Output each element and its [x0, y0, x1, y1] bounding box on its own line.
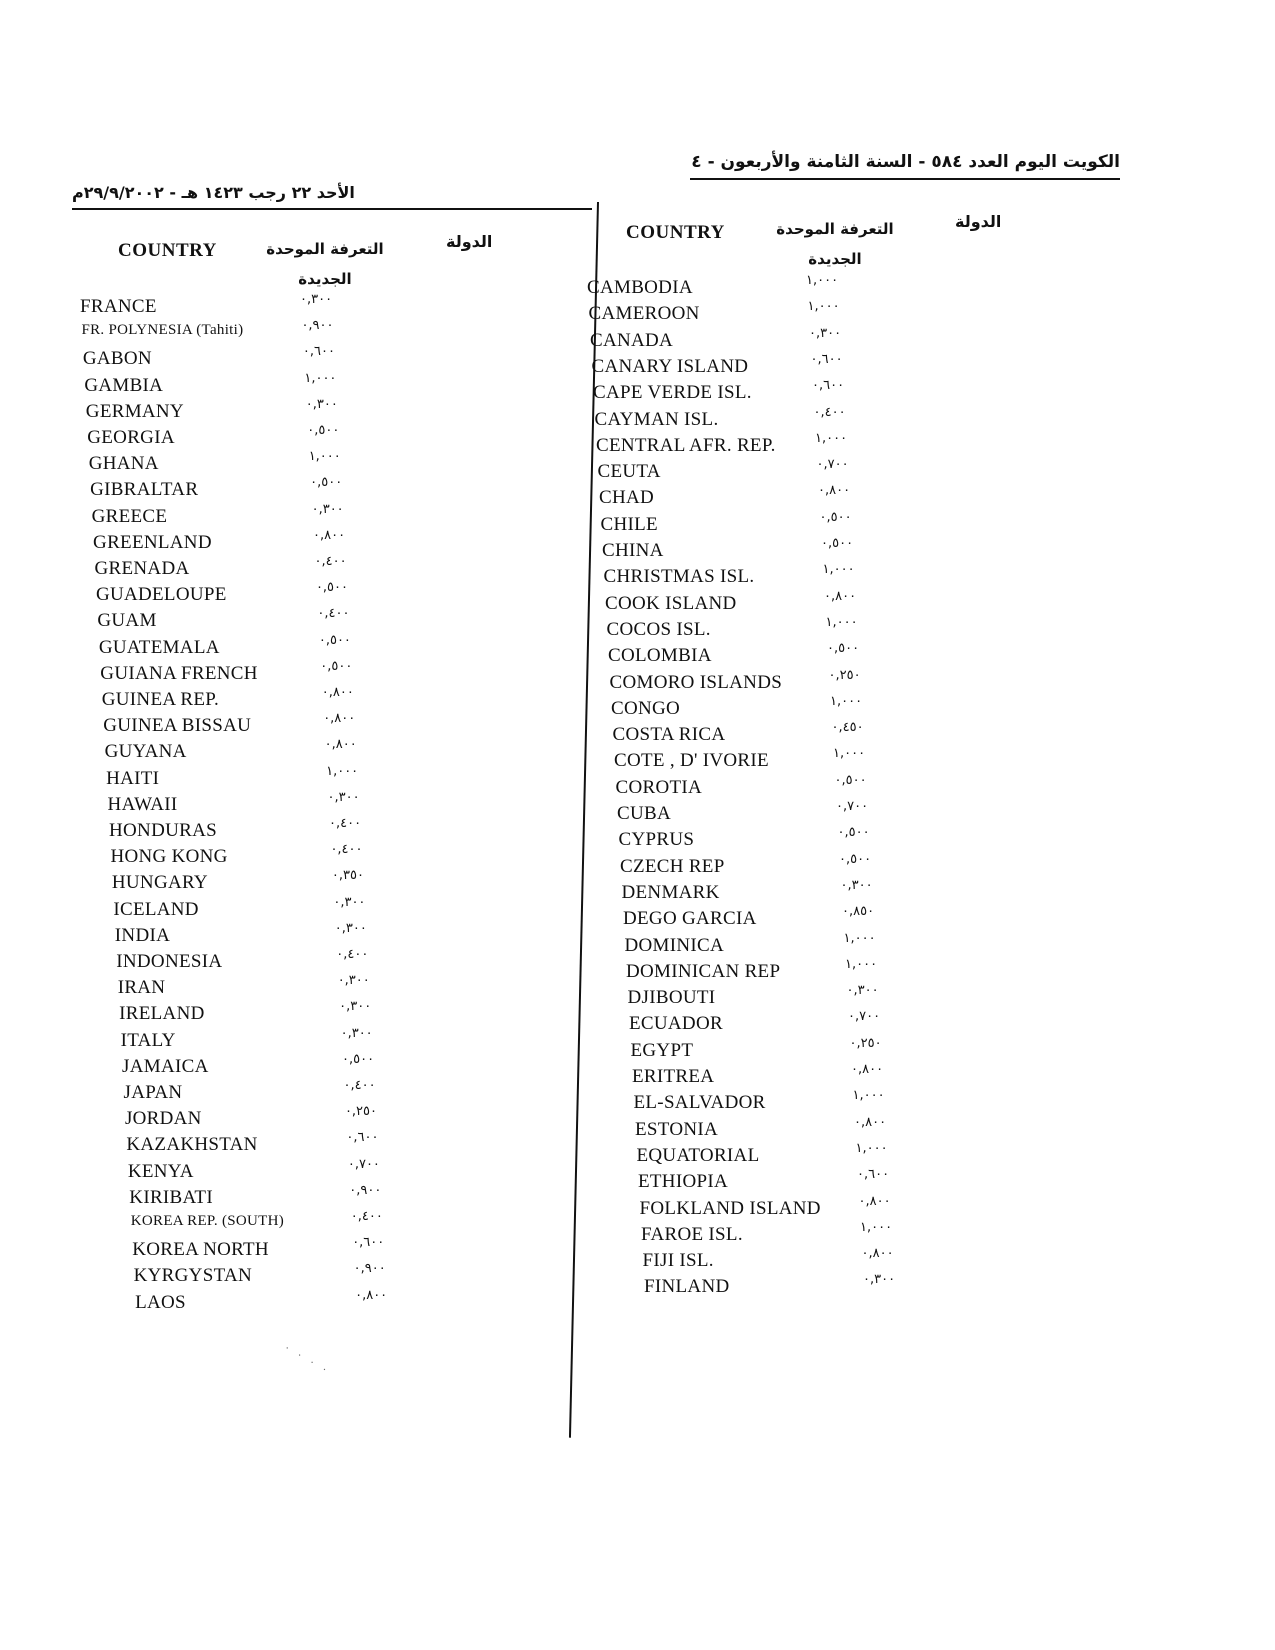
tariff-value: ٠,٥٠٠ [310, 475, 343, 491]
country-name-en: KAZAKHSTAN [126, 1134, 258, 1156]
tariff-value: ٠,٨٠٠ [321, 685, 354, 700]
tariff-value: ٠,٣٠٠ [846, 983, 879, 999]
country-name-en: CYPRUS [618, 829, 695, 851]
tariff-value: ٠,٣٥٠ [331, 868, 364, 884]
tariff-value: ٠,٣٠٠ [339, 999, 372, 1015]
tariff-value: ٠,٨٠٠ [313, 527, 346, 543]
country-name-en: HAITI [106, 767, 160, 789]
country-name-en: ETHIOPIA [638, 1171, 728, 1193]
tariff-value: ٠,٤٠٠ [813, 404, 846, 420]
country-name-en: CEUTA [597, 461, 661, 483]
tariff-value: ٠,٣٠٠ [340, 1025, 373, 1041]
country-name-en: KENYA [127, 1160, 194, 1182]
country-name-en: HONG KONG [110, 846, 228, 868]
tariff-value: ١,٠٠٠ [852, 1088, 885, 1104]
tariff-value: ٠,٨٠٠ [851, 1062, 884, 1077]
tariff-value: ٠,٤٥٠ [831, 720, 864, 736]
tariff-value: ١,٠٠٠ [326, 763, 359, 779]
tariff-value: ١,٠٠٠ [845, 956, 878, 972]
tariff-value: ١,٠٠٠ [830, 693, 863, 709]
country-name-en: GUADELOUPE [95, 584, 227, 606]
country-name-en: EQUATORIAL [636, 1144, 760, 1166]
left-tariff-header: التعرفة الموحدة الجديدة [266, 240, 384, 288]
country-name-en: LAOS [135, 1291, 186, 1313]
tariff-value: ٠,٧٠٠ [816, 457, 849, 473]
tariff-value: ١,٠٠٠ [806, 273, 839, 288]
country-name-en: CHINA [602, 540, 664, 561]
country-name-en: KIRIBATI [129, 1186, 213, 1208]
tariff-value: ٠,٥٠٠ [827, 641, 860, 657]
tariff-value: ١,٠٠٠ [860, 1219, 893, 1235]
tariff-value: ٠,٦٠٠ [810, 351, 843, 367]
tariff-value: ٠,٥٠٠ [821, 536, 854, 551]
tariff-value: ٠,٤٠٠ [330, 842, 363, 858]
country-name-en: GAMBIA [84, 374, 164, 396]
tariff-value: ٠,٨٠٠ [858, 1193, 891, 1209]
right-country-header: COUNTRY [626, 222, 725, 243]
country-name-en: DOMINICAN REP [626, 960, 781, 982]
country-name-en: GABON [82, 348, 152, 370]
tariff-value: ١,٠٠٠ [843, 930, 876, 946]
country-name-en: COMORO ISLANDS [609, 671, 783, 693]
country-name-en: HONDURAS [109, 820, 217, 841]
tariff-value: ٠,٣٠٠ [337, 973, 370, 989]
country-name-en: ECUADOR [629, 1013, 723, 1035]
scan-specks: · · · · [282, 1343, 332, 1378]
tariff-value: ٠,٨٠٠ [818, 483, 851, 499]
tariff-value: ٠,٨٠٠ [861, 1246, 894, 1262]
tariff-value: ٠,٢٥٠ [344, 1104, 377, 1120]
country-name-en: DENMARK [621, 881, 720, 903]
tariff-value: ٠,٦٠٠ [346, 1130, 379, 1146]
country-name-en: HAWAII [107, 793, 178, 815]
tariff-value: ٠,٥٠٠ [315, 580, 348, 596]
left-state-header: الدولة [446, 232, 493, 251]
tariff-value: ٠,٥٠٠ [307, 423, 340, 438]
tariff-value: ٠,٥٠٠ [837, 825, 870, 841]
country-name-en: FRANCE [80, 296, 157, 317]
country-name-en: ERITREA [632, 1066, 715, 1087]
tariff-value: ٠,٩٠٠ [301, 318, 334, 334]
tariff-value: ٠,٧٠٠ [836, 799, 869, 814]
country-name-en: DJIBOUTI [627, 987, 716, 1009]
country-name-en: JAPAN [123, 1082, 183, 1103]
country-name-en: COLOMBIA [608, 645, 712, 667]
page-header-right: الكويت اليوم العدد ٥٨٤ - السنة الثامنة والأربعون - ٤ [691, 152, 1120, 172]
country-name-en: GUAM [97, 610, 157, 632]
country-name-en: ICELAND [113, 898, 199, 920]
country-name-en: ITALY [120, 1029, 176, 1051]
country-name-en: GHANA [88, 453, 159, 475]
country-name-en: GUINEA REP. [101, 689, 220, 710]
country-name-en: EL-SALVADOR [633, 1092, 766, 1114]
tariff-value: ٠,٤٠٠ [314, 554, 347, 569]
country-name-en: CAYMAN ISL. [594, 408, 719, 430]
tariff-value: ١,٠٠٠ [825, 614, 858, 630]
country-name-en: GUINEA BISSAU [103, 715, 252, 737]
tariff-value: ٠,٤٠٠ [317, 606, 350, 622]
country-name-en: CANADA [590, 329, 674, 351]
tariff-value: ٠,٨٠٠ [355, 1287, 388, 1303]
tariff-value: ٠,٥٠٠ [318, 632, 351, 648]
tariff-value: ٠,٤٠٠ [350, 1209, 383, 1224]
tariff-value: ٠,٥٠٠ [342, 1051, 375, 1067]
country-name-en: COTE , D' IVORIE [614, 750, 769, 772]
header-rule-left [72, 208, 592, 210]
country-name-en: CZECH REP [620, 855, 725, 877]
country-name-en: KYRGYSTAN [133, 1265, 252, 1287]
tariff-value: ٠,٩٠٠ [353, 1261, 386, 1277]
tariff-value: ١,٠٠٠ [822, 562, 855, 578]
tariff-value: ٠,٨٠٠ [824, 588, 857, 604]
country-name-en: JORDAN [124, 1108, 202, 1130]
tariff-value: ٠,٦٠٠ [812, 378, 845, 394]
tariff-value: ٠,٨٠٠ [854, 1114, 887, 1130]
country-name-en: IRELAND [119, 1003, 205, 1025]
country-name-en: GERMANY [85, 400, 184, 422]
country-name-en: DEGO GARCIA [623, 908, 757, 930]
left-country-header: COUNTRY [118, 240, 217, 261]
country-name-en: FOLKLAND ISLAND [639, 1197, 821, 1219]
right-tariff-header: التعرفة الموحدة الجديدة [776, 220, 894, 268]
country-name-en: INDIA [114, 924, 171, 946]
country-name-en: COSTA RICA [612, 724, 726, 746]
tariff-value: ٠,٣٠٠ [305, 396, 338, 412]
tariff-value: ٠,٣٠٠ [333, 894, 366, 910]
country-name-en: CANARY ISLAND [591, 355, 749, 377]
country-name-en: CAPE VERDE ISL. [593, 382, 752, 404]
country-name-en: GUIANA FRENCH [100, 662, 258, 684]
country-name-en: IRAN [117, 977, 166, 999]
tariff-value: ٠,٣٠٠ [311, 501, 344, 517]
tariff-value: ٠,٧٠٠ [347, 1156, 380, 1172]
country-name-en: FR. POLYNESIA (Tahiti) [81, 322, 244, 339]
tariff-value: ٠,٨٠٠ [324, 737, 357, 753]
country-name-en: FIJI ISL. [642, 1250, 714, 1272]
country-name-en: ESTONIA [635, 1118, 719, 1140]
country-name-en: KOREA REP. (SOUTH) [130, 1213, 285, 1229]
tariff-value: ٠,٥٠٠ [320, 658, 353, 674]
country-name-en: CAMEROON [588, 303, 700, 325]
tariff-value: ١,٠٠٠ [833, 746, 866, 762]
country-name-en: INDONESIA [116, 951, 223, 972]
country-name-en: COOK ISLAND [605, 592, 737, 614]
tariff-value: ٠,٨٥٠ [842, 904, 875, 920]
tariff-value: ٠,٥٠٠ [839, 851, 872, 867]
country-name-en: GREENLAND [93, 531, 212, 553]
country-name-en: KOREA NORTH [132, 1239, 269, 1261]
tariff-value: ٠,٣٠٠ [300, 292, 333, 307]
country-name-en: FAROE ISL. [641, 1223, 743, 1245]
tariff-value: ١,٠٠٠ [308, 449, 341, 465]
tariff-value: ٠,٣٠٠ [840, 877, 873, 893]
country-name-en: CHILE [600, 513, 658, 535]
country-name-en: COROTIA [615, 776, 703, 798]
country-name-en: EGYPT [630, 1039, 694, 1061]
tariff-value: ١,٠٠٠ [855, 1140, 888, 1156]
tariff-value: ٠,٣٠٠ [327, 789, 360, 805]
tariff-value: ٠,٢٥٠ [849, 1035, 882, 1051]
tariff-value: ١,٠٠٠ [807, 299, 840, 315]
tariff-value: ٠,٥٠٠ [819, 509, 852, 525]
country-name-en: DOMINICA [624, 934, 725, 956]
country-name-en: JAMAICA [122, 1055, 209, 1077]
country-name-en: CAMBODIA [587, 277, 693, 298]
country-name-en: GUATEMALA [98, 636, 220, 658]
tariff-value: ٠,٤٠٠ [336, 947, 369, 962]
country-name-en: CENTRAL AFR. REP. [596, 434, 776, 456]
tariff-value: ٠,٥٠٠ [834, 772, 867, 788]
tariff-value: ٠,٢٥٠ [828, 667, 861, 683]
country-name-en: GUYANA [104, 741, 187, 763]
country-name-en: GIBRALTAR [90, 479, 199, 501]
country-name-en: GEORGIA [87, 427, 175, 448]
tariff-value: ٠,٣٠٠ [809, 325, 842, 341]
tariff-value: ٠,٦٠٠ [352, 1235, 385, 1251]
tariff-value: ٠,٤٠٠ [343, 1078, 376, 1093]
right-state-header: الدولة [955, 212, 1002, 231]
tariff-value: ٠,٣٠٠ [863, 1272, 896, 1288]
country-name-en: CUBA [617, 803, 671, 824]
tariff-value: ٠,٣٠٠ [334, 920, 367, 936]
country-name-en: GREECE [91, 505, 168, 527]
tariff-value: ٠,٩٠٠ [349, 1182, 382, 1198]
tariff-value: ٠,٧٠٠ [848, 1009, 881, 1025]
header-rule-right [690, 178, 1120, 180]
tariff-value: ٠,٦٠٠ [302, 344, 335, 360]
country-name-en: HUNGARY [111, 872, 208, 894]
country-name-en: COCOS ISL. [606, 618, 711, 640]
country-name-en: CHAD [599, 487, 655, 509]
page-header-left: الأحد ٢٢ رجب ١٤٢٣ هـ - ٢٩/٩/٢٠٠٢م [72, 183, 355, 202]
country-name-en: GRENADA [94, 558, 190, 579]
tariff-value: ٠,٨٠٠ [323, 711, 356, 727]
country-name-en: CHRISTMAS ISL. [603, 566, 755, 588]
tariff-value: ١,٠٠٠ [304, 370, 337, 386]
tariff-value: ١,٠٠٠ [815, 430, 848, 446]
tariff-value: ٠,٤٠٠ [329, 816, 362, 831]
country-name-en: FINLAND [644, 1276, 730, 1298]
tariff-value: ٠,٦٠٠ [857, 1167, 890, 1183]
country-name-en: CONGO [611, 697, 681, 719]
